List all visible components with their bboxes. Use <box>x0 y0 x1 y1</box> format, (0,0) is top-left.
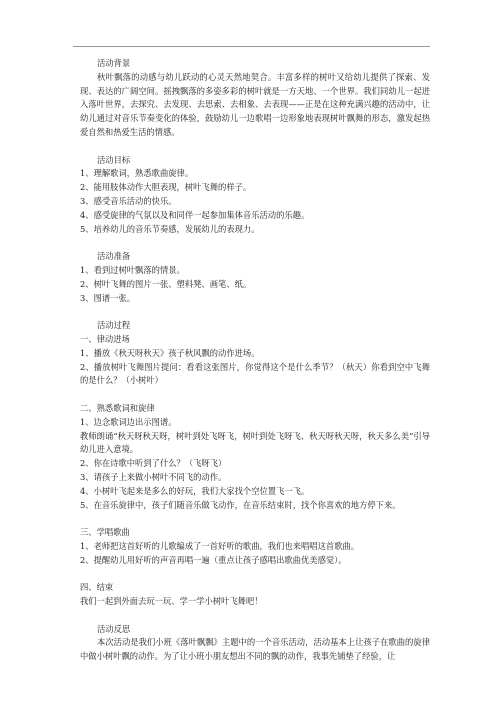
header-rule <box>73 46 430 47</box>
list-item: 2、能用肢体动作大胆表现，树叶飞舞的样子。 <box>80 182 252 193</box>
list-item: 教师朗诵“秋天呀秋天呀，树叶到处飞呀飞，树叶到处飞呀飞、秋天呀秋天呀，秋天多么美”引导幼儿进入意境。 <box>80 430 430 455</box>
process-part-1 <box>80 333 430 388</box>
process-part-2 <box>80 402 430 512</box>
list-item: 3、请孩子上来做小树叶不同飞的动作。 <box>80 471 227 482</box>
document-body <box>80 57 430 664</box>
list-item: 2、你在诗歌中听到了什么？（飞呀飞） <box>80 458 227 469</box>
section-paragraph: 秋叶飘落的动感与幼儿跃动的心灵天然地契合。丰富多样的树叶又给幼儿提供了探索、发现、表达的广阔空间。摇拽飘落的多姿多彩的树叶就是一方天地、一个世界。我们同幼儿一起进入落叶世界，去探究、去发现、去思索、去相象、去表现——正是在这种充满兴趣的活动中，让幼儿通过对音乐节奏变化的体验，鼓励幼儿一边歌唱一边形象地表现树叶飘舞的形态，激发起热爱自然和热爱生活的情感。 <box>80 71 430 137</box>
process-part-4 <box>80 581 430 609</box>
section-preparation <box>80 250 430 305</box>
subsection-title: 一、律动进场 <box>80 333 130 344</box>
list-item: 我们一起到外面去玩一玩、学一学小树叶飞舞吧！ <box>80 596 263 607</box>
section-heading: 活动反思 <box>97 623 131 634</box>
list-item: 5、培养幼儿的音乐节奏感，发展幼儿的表现力。 <box>80 223 260 234</box>
subsection-title: 二、熟悉歌词和旋律 <box>80 402 155 413</box>
section-heading: 活动过程 <box>97 320 131 331</box>
section-goals <box>80 154 430 237</box>
list-item: 1、边念歌词边出示图谱。 <box>80 416 177 427</box>
list-item: 3、感受音乐活动的快乐。 <box>80 195 177 206</box>
subsection-title: 三、学唱歌曲 <box>80 527 130 538</box>
list-item: 5、在音乐旋律中，孩子们随音乐做飞动作，在音乐结束时，找个你喜欢的地方停下来。 <box>80 499 401 510</box>
section-heading: 活动背景 <box>97 58 131 68</box>
section-heading: 活动目标 <box>97 154 131 165</box>
list-item: 3、图谱一张。 <box>80 292 136 303</box>
section-heading: 活动准备 <box>97 251 131 262</box>
list-item: 4、小树叶飞起来是多么的好玩，我们大家找个空位置飞一飞。 <box>80 485 310 496</box>
list-item: 1、看到过树叶飘落的情景。 <box>80 264 185 275</box>
list-item: 1、理解歌词，熟悉歌曲旋律。 <box>80 168 194 179</box>
list-item: 2、提醒幼儿用好听的声音再唱一遍（重点让孩子感唱出歌曲优美感觉）。 <box>80 554 347 565</box>
list-item: 2、播放树叶飞舞图片提问：看看这张图片，你觉得这个是什么季节？（秋天）你看到空中飞舞的是什么？（小树叶） <box>80 361 430 386</box>
subsection-title: 四、结束 <box>80 582 114 593</box>
list-item: 1、老师把这首好听的儿歌编成了一首好听的歌曲，我们也来唱唱这首歌曲。 <box>80 540 360 551</box>
list-item: 2、树叶飞舞的图片一张、塑料凳、画笔、纸。 <box>80 278 252 289</box>
section-background <box>80 57 430 140</box>
section-paragraph: 本次活动是我们小班《落叶飘飘》主题中的一个音乐活动，活动基本上让孩子在歌曲的旋律中做小树叶飘的动作。为了让小班小朋友想出不同的飘的动作，我事先铺垫了经验，让 <box>80 637 430 662</box>
section-reflection <box>80 623 430 664</box>
list-item: 1、播放《秋天呀秋天》孩子秋风飘的动作进场。 <box>80 347 260 358</box>
list-item: 4、感受旋律的气氛以及和同伴一起参加集体音乐活动的乐趣。 <box>80 209 310 220</box>
process-part-3 <box>80 526 430 567</box>
section-process <box>80 319 430 609</box>
